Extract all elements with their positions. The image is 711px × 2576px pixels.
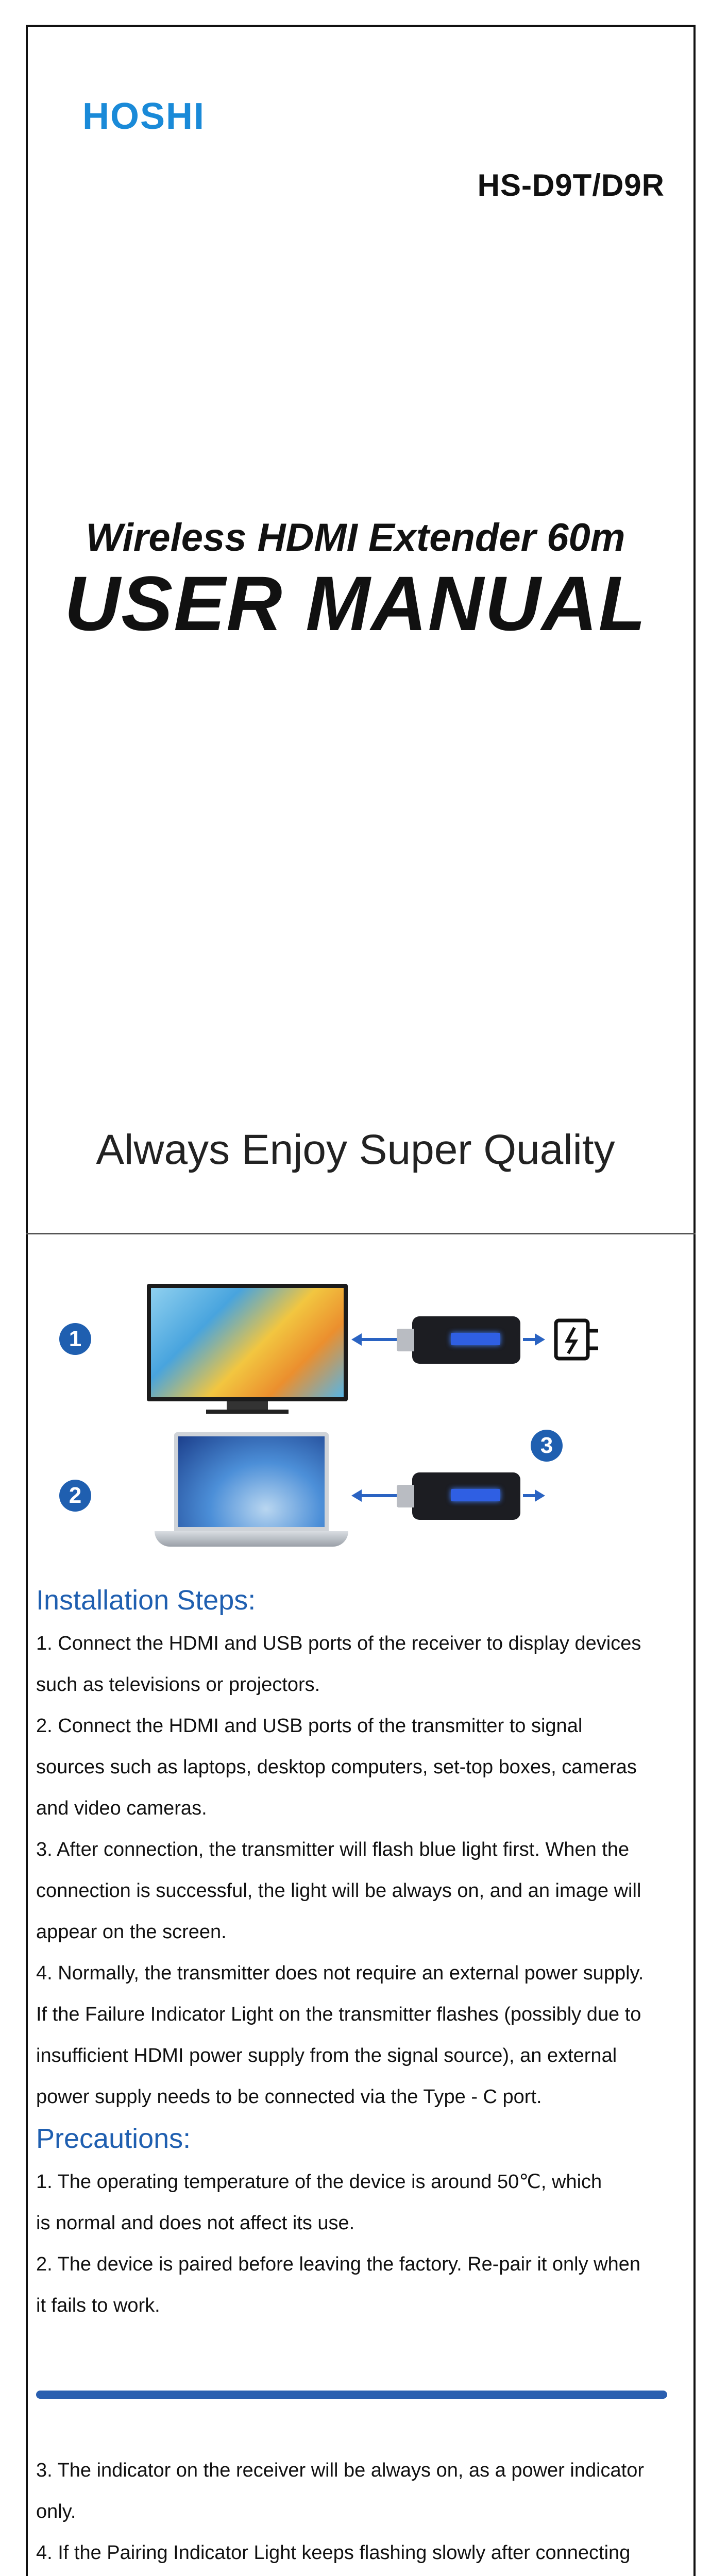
arrow-right-icon [523, 1494, 536, 1497]
tagline: Always Enjoy Super Quality [96, 1126, 615, 1173]
precaution-line: 4. If the Pairing Indicator Light keeps flashing slowly after connecting [36, 2542, 631, 2564]
installation-heading: Installation Steps: [36, 1585, 256, 1616]
product-subtitle: Wireless HDMI Extender 60m [86, 516, 625, 560]
hdmi-plug [397, 1485, 414, 1507]
installation-line: 2. Connect the HDMI and USB ports of the transmitter to signal [36, 1715, 583, 1737]
installation-line: insufficient HDMI power supply from the signal source), an external [36, 2045, 617, 2066]
power-plug-icon [549, 1316, 600, 1363]
installation-line: 3. After connection, the transmitter will flash blue light first. When the [36, 1839, 630, 1860]
arrow-left-icon [361, 1494, 402, 1497]
installation-line: 4. Normally, the transmitter does not require an external power supply. [36, 1962, 644, 1984]
installation-line: connection is successful, the light will be always on, and an image will [36, 1880, 641, 1902]
brand-logo: HOSHI [82, 96, 206, 137]
precaution-line: 2. The device is paired before leaving the factory. Re-pair it only when [36, 2253, 641, 2275]
installation-line: such as televisions or projectors. [36, 1674, 320, 1696]
installation-line: power supply needs to be connected via the Type - C port. [36, 2086, 542, 2108]
installation-line: sources such as laptops, desktop computers, set-top boxes, cameras [36, 1756, 637, 1778]
step-marker-3: 3 [531, 1430, 563, 1462]
precaution-line [36, 2573, 680, 2576]
precautions-heading: Precautions: [36, 2123, 191, 2154]
transmitter-dongle [412, 1472, 520, 1520]
installation-line: If the Failure Indicator Light on the transmitter flashes (possibly due to [36, 2004, 641, 2025]
installation-line: 1. Connect the HDMI and USB ports of the receiver to display devices [36, 1633, 641, 1654]
laptop-base [155, 1531, 348, 1547]
precautions-list [36, 2161, 680, 2326]
model-number: HS-D9T/D9R [477, 168, 665, 202]
precaution-line: 1. The operating temperature of the device is around 50℃, which [36, 2171, 602, 2193]
step-marker-2: 2 [59, 1480, 91, 1512]
precautions-list-continued [36, 2450, 680, 2576]
tv-base [206, 1410, 289, 1414]
cover-divider [26, 1233, 696, 1234]
arrow-right-icon [523, 1338, 536, 1341]
arrow-left-icon [361, 1338, 402, 1341]
step-marker-1: 1 [59, 1323, 91, 1355]
precaution-line: only. [36, 2501, 76, 2522]
receiver-dongle [412, 1316, 520, 1364]
precaution-line: it fails to work. [36, 2295, 160, 2316]
section-divider [36, 2391, 667, 2399]
precaution-line: is normal and does not affect its use. [36, 2212, 355, 2234]
installation-steps [36, 1623, 680, 2117]
manual-title: USER MANUAL [64, 560, 647, 647]
laptop-icon [174, 1432, 329, 1531]
indicator-bar [451, 1333, 500, 1345]
tv-icon [147, 1284, 348, 1401]
installation-line: appear on the screen. [36, 1921, 227, 1943]
hdmi-plug [397, 1329, 414, 1351]
indicator-bar [451, 1489, 500, 1501]
precaution-line: 3. The indicator on the receiver will be always on, as a power indicator [36, 2460, 645, 2481]
installation-line: and video cameras. [36, 1798, 207, 1819]
